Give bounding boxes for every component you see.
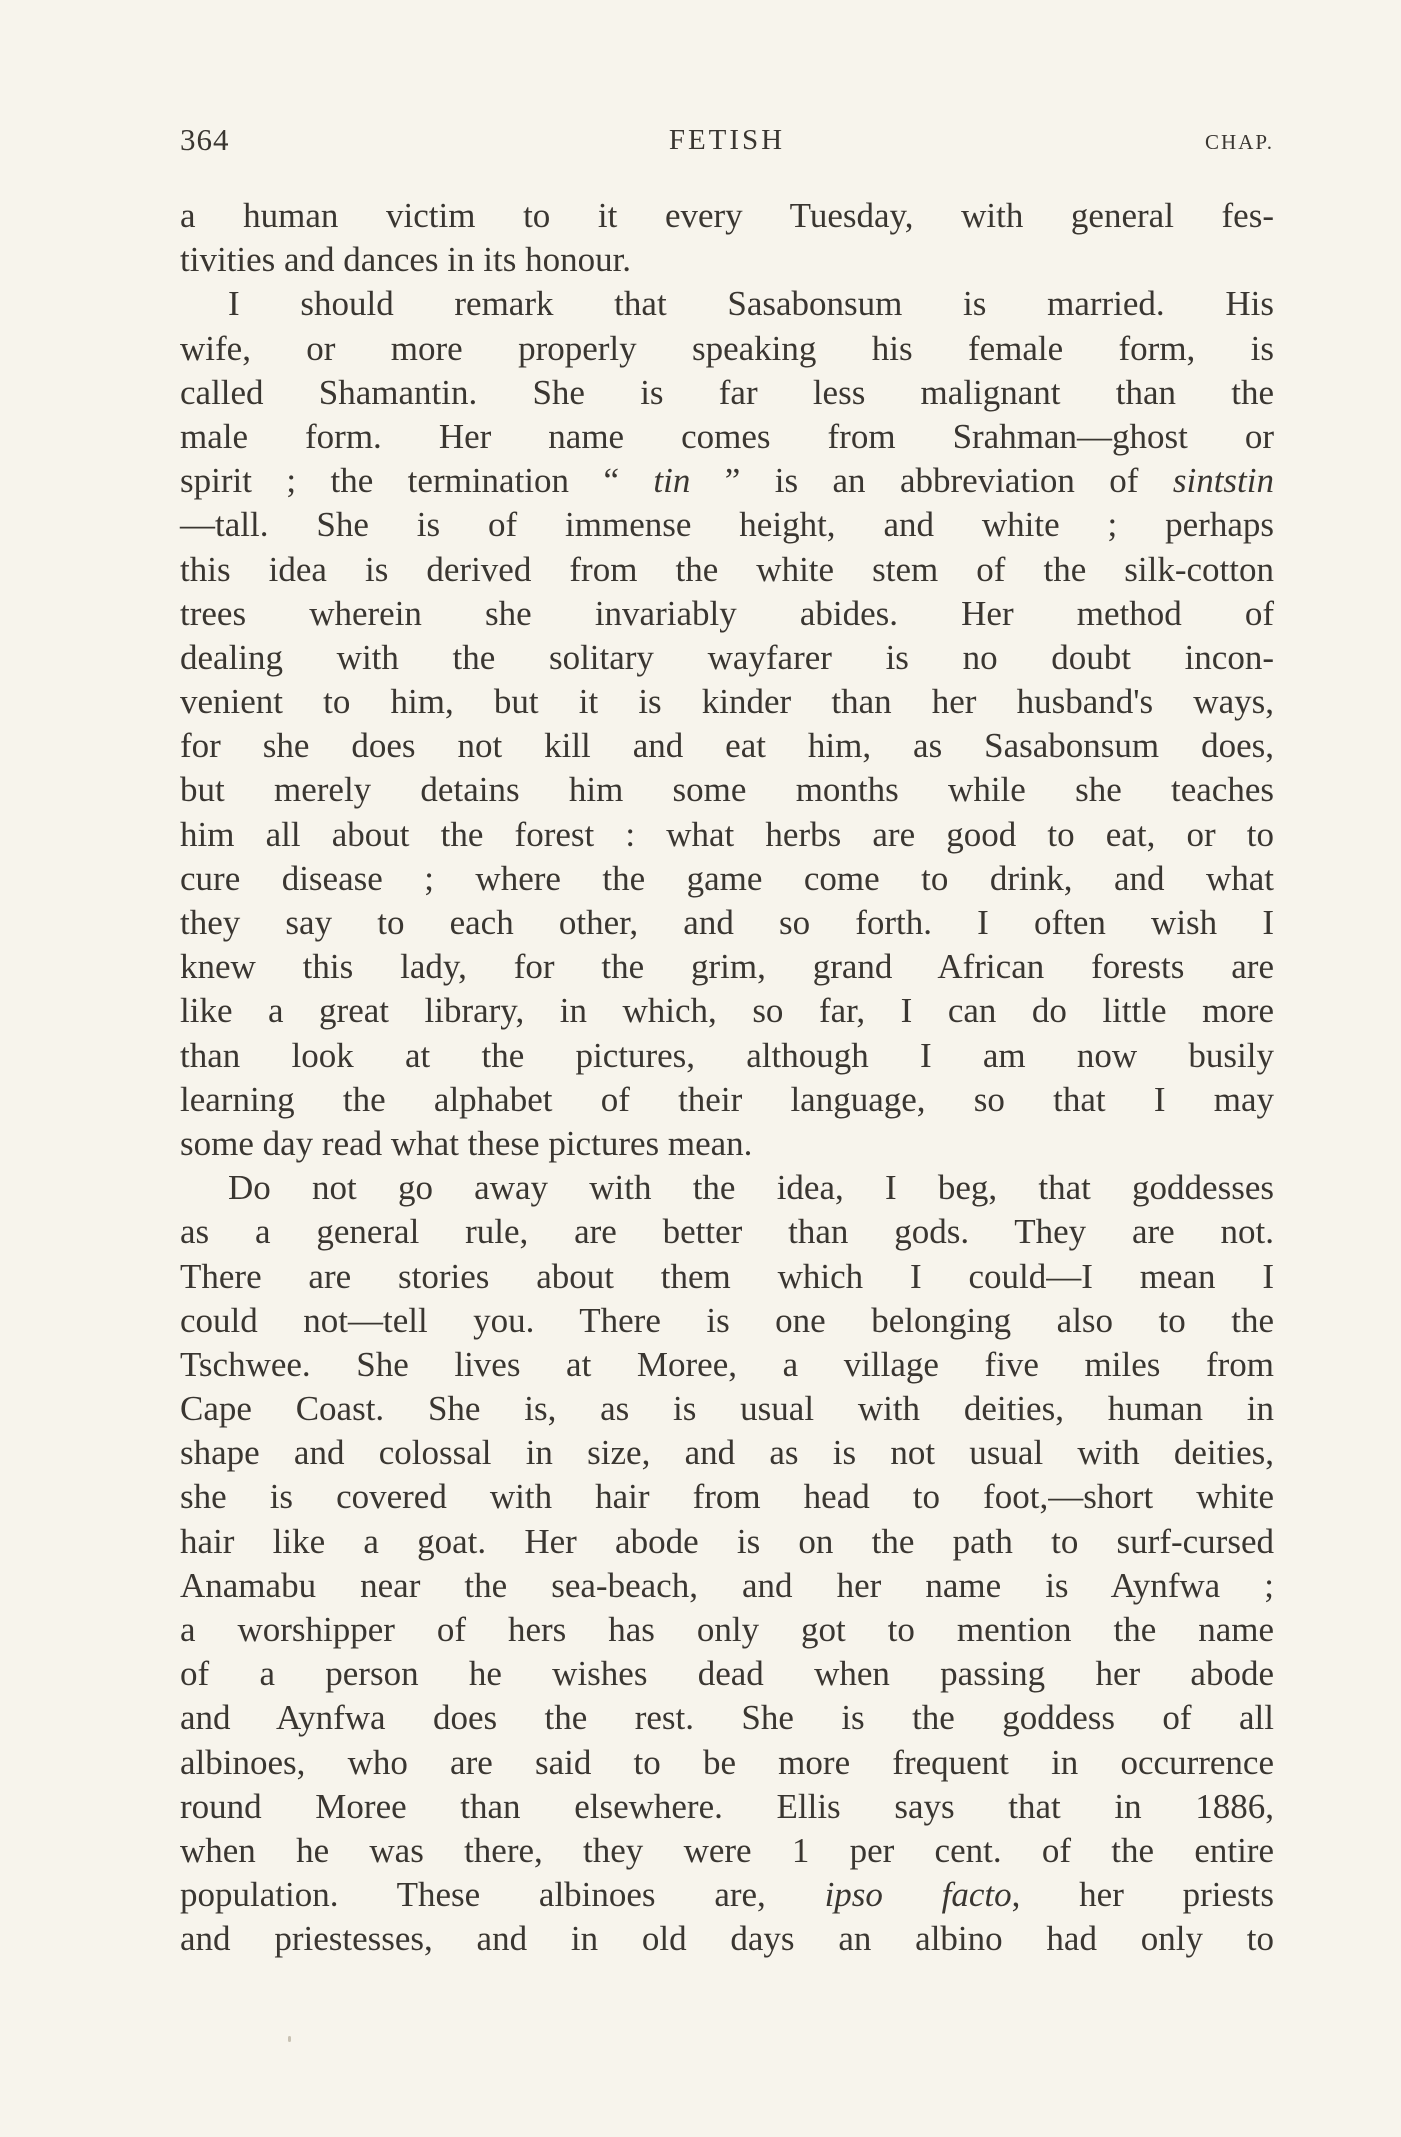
text-line: population. These albinoes are, ipso facto, her priests bbox=[180, 1875, 1274, 1915]
body-text bbox=[180, 194, 1274, 1962]
text-line: called Shamantin. She is far less malignant than the bbox=[180, 372, 1274, 412]
text-line: venient to him, but it is kinder than her husband's ways, bbox=[180, 682, 1274, 722]
text-line: him all about the forest : what herbs are good to eat, or to bbox=[180, 814, 1274, 854]
text-line: male form. Her name comes from Srahman—ghost or bbox=[180, 416, 1274, 456]
paper-speck bbox=[288, 2036, 291, 2042]
text-line: Anamabu near the sea-beach, and her name is Aynfwa ; bbox=[180, 1565, 1274, 1605]
text-line: dealing with the solitary wayfarer is no doubt incon- bbox=[180, 637, 1274, 677]
text-line: as a general rule, are better than gods. They are not. bbox=[180, 1212, 1274, 1252]
text-line: albinoes, who are said to be more frequent in occurrence bbox=[180, 1742, 1274, 1782]
text-line: they say to each other, and so forth. I often wish I bbox=[180, 903, 1274, 942]
running-title: FETISH bbox=[668, 124, 786, 156]
text-line: Cape Coast. She is, as is usual with deities, human in bbox=[180, 1389, 1274, 1429]
text-line: learning the alphabet of their language, so that I may bbox=[180, 1079, 1274, 1119]
chapter-mark: CHAP. bbox=[1205, 130, 1274, 154]
text-line: round Moree than elsewhere. Ellis says that in 1886, bbox=[180, 1786, 1274, 1826]
text-line: knew this lady, for the grim, grand African forests are bbox=[180, 947, 1274, 987]
text-line: Tschwee. She lives at Moree, a village five miles from bbox=[180, 1344, 1274, 1384]
text-line: than look at the pictures, although I am now busily bbox=[180, 1035, 1274, 1075]
text-line: but merely detains him some months while she teaches bbox=[180, 770, 1274, 810]
text-line: could not—tell you. There is one belonging also to the bbox=[180, 1300, 1274, 1340]
text-line: cure disease ; where the game come to drink, and what bbox=[180, 858, 1274, 898]
text-line: tivities and dances in its honour. bbox=[180, 240, 632, 280]
text-line: and Aynfwa does the rest. She is the goddess of all bbox=[180, 1698, 1274, 1738]
text-line: she is covered with hair from head to foot,—short white bbox=[180, 1477, 1274, 1517]
text-line: some day read what these pictures mean. bbox=[180, 1123, 753, 1163]
text-line: a human victim to it every Tuesday, with general fes- bbox=[180, 196, 1274, 235]
text-line: of a person he wishes dead when passing her abode bbox=[180, 1654, 1274, 1694]
text-line: —tall. She is of immense height, and white ; perhaps bbox=[180, 505, 1274, 545]
text-line: I should remark that Sasabonsum is married. His bbox=[228, 284, 1274, 324]
text-line: and priestesses, and in old days an albino had only to bbox=[180, 1919, 1274, 1959]
text-line: this idea is derived from the white stem of the silk-cotton bbox=[180, 549, 1274, 589]
text-line: when he was there, they were 1 per cent. of the entire bbox=[180, 1830, 1274, 1870]
text-line: Do not go away with the idea, I beg, that goddesses bbox=[228, 1168, 1274, 1208]
text-line: shape and colossal in size, and as is not usual with deities, bbox=[180, 1433, 1274, 1473]
text-line: wife, or more properly speaking his female form, is bbox=[180, 328, 1274, 368]
text-line: hair like a goat. Her abode is on the path to surf-cursed bbox=[180, 1521, 1274, 1561]
text-line: for she does not kill and eat him, as Sasabonsum does, bbox=[180, 726, 1274, 766]
text-line: spirit ; the termination “ tin ” is an abbreviation of sintstin bbox=[180, 461, 1274, 501]
text-line: a worshipper of hers has only got to mention the name bbox=[180, 1610, 1274, 1649]
running-head bbox=[180, 118, 1274, 162]
text-line: like a great library, in which, so far, I can do little more bbox=[180, 991, 1274, 1031]
text-line: trees wherein she invariably abides. Her method of bbox=[180, 593, 1274, 633]
page-number: 364 bbox=[180, 122, 230, 157]
text-line: There are stories about them which I could—I mean I bbox=[180, 1256, 1274, 1296]
